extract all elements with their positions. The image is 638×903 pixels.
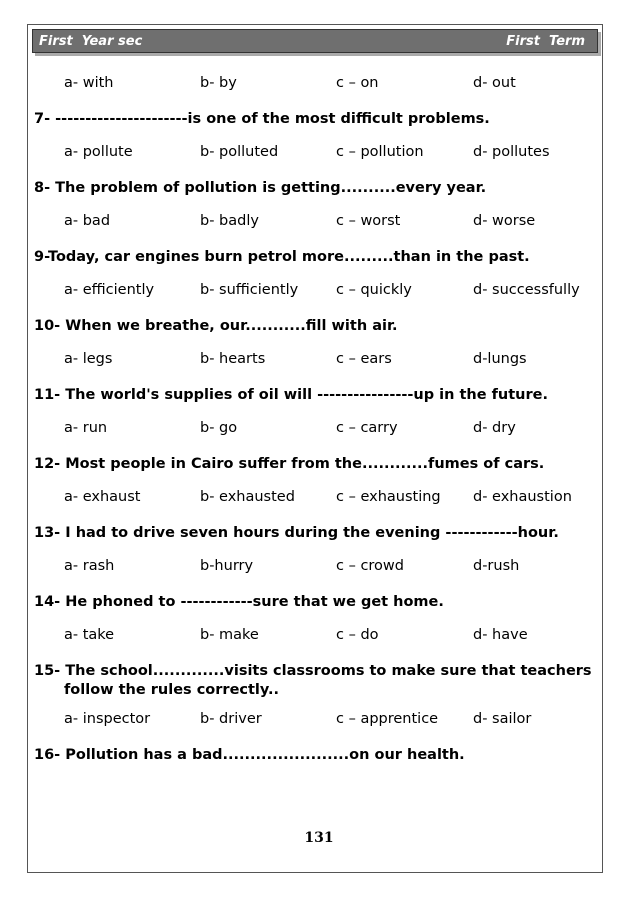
option-c: c – quickly — [336, 282, 412, 298]
option-a: a- rash — [64, 558, 115, 574]
option-d: d- have — [473, 627, 528, 643]
question-line: 15- The school.............visits classrooms to make sure that teachers — [34, 663, 592, 679]
option-c: c – worst — [336, 213, 401, 229]
header-year: First Year sec — [39, 34, 143, 49]
options-row — [34, 488, 598, 507]
header-term: First Term — [506, 34, 585, 49]
question-text — [34, 524, 598, 543]
option-d: d- worse — [473, 213, 536, 229]
option-d: d- exhaustion — [473, 489, 572, 505]
question-text — [34, 746, 598, 765]
option-b: b- exhausted — [200, 489, 295, 505]
option-c: c – do — [336, 627, 379, 643]
question-text — [34, 179, 598, 198]
option-a: a- pollute — [64, 144, 133, 160]
options-row — [34, 626, 598, 645]
option-b: b- badly — [200, 213, 259, 229]
options-row — [34, 350, 598, 369]
option-a: a- legs — [64, 351, 113, 367]
option-d: d-rush — [473, 558, 520, 574]
question-line: 16- Pollution has a bad.......................on our health. — [34, 747, 465, 763]
option-d: d- out — [473, 75, 516, 91]
options-row — [34, 143, 598, 162]
question-line-continued: follow the rules correctly.. — [64, 682, 280, 698]
question-line: 9-Today, car engines burn petrol more.........than in the past. — [34, 249, 530, 265]
option-d: d- successfully — [473, 282, 580, 298]
option-b: b- sufficiently — [200, 282, 299, 298]
options-row — [34, 212, 598, 231]
option-c: c – ears — [336, 351, 392, 367]
option-c: c – on — [336, 75, 379, 91]
option-a: a- with — [64, 75, 114, 91]
option-a: a- run — [64, 420, 108, 436]
option-c: c – apprentice — [336, 711, 439, 727]
question-text — [34, 455, 598, 474]
option-b: b- by — [200, 75, 237, 91]
option-c: c – crowd — [336, 558, 404, 574]
option-a: a- inspector — [64, 711, 151, 727]
option-b: b- hearts — [200, 351, 266, 367]
question-line: 14- He phoned to ------------sure that we get home. — [34, 594, 444, 610]
option-c: c – pollution — [336, 144, 424, 160]
option-c: c – carry — [336, 420, 398, 436]
question-line: 13- I had to drive seven hours during the evening ------------hour. — [34, 525, 559, 541]
question-line: 8- The problem of pollution is getting..........every year. — [34, 180, 487, 196]
option-b: b- make — [200, 627, 259, 643]
options-row — [34, 419, 598, 438]
option-b: b- go — [200, 420, 238, 436]
page-header — [32, 29, 598, 53]
option-a: a- take — [64, 627, 115, 643]
option-b: b-hurry — [200, 558, 254, 574]
question-line: 11- The world's supplies of oil will ----------------up in the future. — [34, 387, 548, 403]
options-row — [34, 281, 598, 300]
option-b: b- polluted — [200, 144, 279, 160]
option-a: a- exhaust — [64, 489, 141, 505]
question-line: 12- Most people in Cairo suffer from the............fumes of cars. — [34, 456, 545, 472]
question-text — [34, 662, 598, 700]
question-list — [34, 74, 598, 779]
question-text — [34, 110, 598, 129]
option-a: a- efficiently — [64, 282, 155, 298]
question-line: 10- When we breathe, our...........fill with air. — [34, 318, 398, 334]
question-text — [34, 386, 598, 405]
option-a: a- bad — [64, 213, 111, 229]
option-d: d- pollutes — [473, 144, 550, 160]
options-row — [34, 557, 598, 576]
page-number: 131 — [304, 830, 334, 846]
option-b: b- driver — [200, 711, 262, 727]
option-d: d- dry — [473, 420, 516, 436]
option-d: d-lungs — [473, 351, 527, 367]
options-row — [34, 710, 598, 729]
option-d: d- sailor — [473, 711, 532, 727]
question-line: 7- ----------------------is one of the most difficult problems. — [34, 111, 490, 127]
question-text — [34, 317, 598, 336]
question-text — [34, 593, 598, 612]
option-c: c – exhausting — [336, 489, 441, 505]
question-text — [34, 248, 598, 267]
options-row — [34, 74, 598, 93]
